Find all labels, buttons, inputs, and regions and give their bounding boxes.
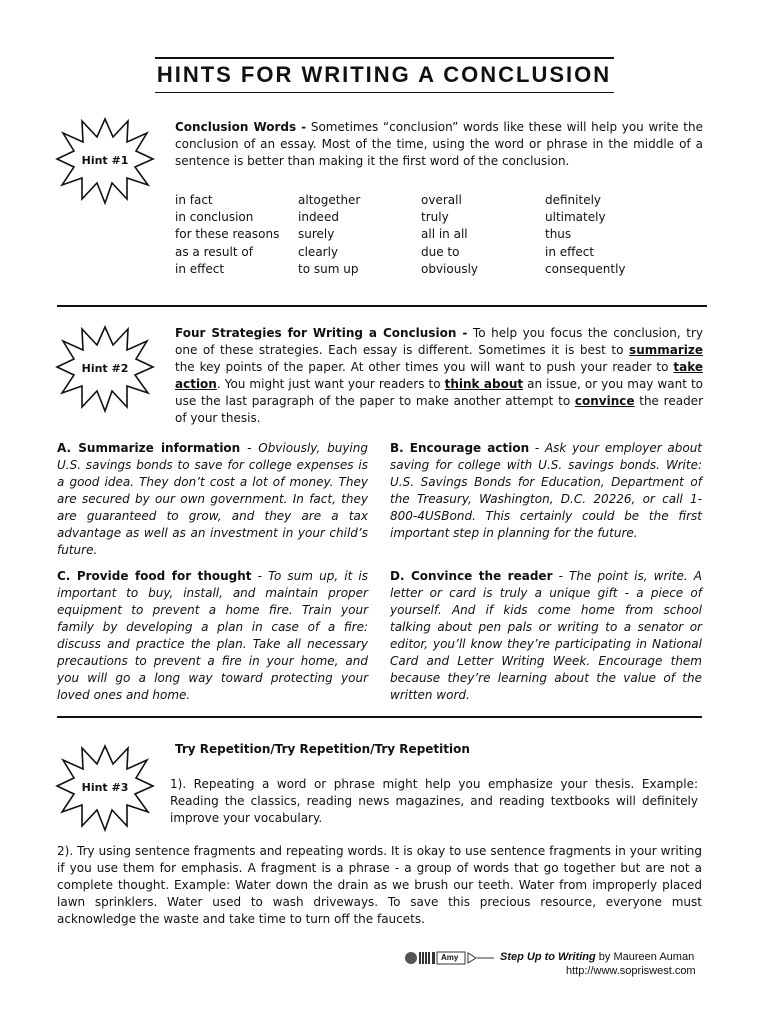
hint-3-label: Hint #3 <box>81 780 129 794</box>
strategy-b-heading: B. Encourage action <box>390 441 530 455</box>
hint-2-intro <box>175 325 703 427</box>
keyword-think-about: think about <box>444 377 524 391</box>
footer-url: http://www.sopriswest.com <box>566 965 696 977</box>
strategy-c-body: - To sum up, it is important to buy, install, and maintain proper equipment to prevent a home fire. Train your family by developing a plan in case of a fire: discuss and practice the plan. Take all necessary precautions to prevent a fire in your home, and you will go a long way toward protecting your loved ones and home. <box>57 569 368 702</box>
hint-3-burst <box>55 742 155 832</box>
text-run: the reader of your thesis. <box>175 394 704 425</box>
list-item: ultimately <box>545 210 606 225</box>
word-column-3 <box>421 192 478 278</box>
hint-2-label: Hint #2 <box>81 361 129 375</box>
footer-credit <box>500 951 694 963</box>
publisher-logo <box>404 951 496 965</box>
hint-2-burst <box>55 323 155 413</box>
list-item: in effect <box>175 261 225 276</box>
list-item: obviously <box>421 261 479 276</box>
hint-3-heading: Try Repetition/Try Repetition/Try Repetition <box>175 742 470 756</box>
word-column-4 <box>545 192 626 278</box>
keyword-take-action: take action <box>175 360 703 391</box>
word-column-2 <box>298 192 360 278</box>
list-item: thus <box>545 227 572 242</box>
strategy-a <box>57 440 368 559</box>
strategy-a-heading: A. Summarize information <box>57 441 241 455</box>
list-item: altogether <box>298 193 361 207</box>
text-run: an issue, or you may want to use the last paragraph of the paper to make another attempt to <box>175 377 703 408</box>
list-item: due to <box>421 244 460 259</box>
list-item: consequently <box>545 261 626 276</box>
title-top-rule <box>155 57 614 59</box>
word-column-1 <box>175 192 279 278</box>
strategy-c-heading: C. Provide food for thought <box>57 569 252 583</box>
text-run: . You might just want your readers to <box>216 377 445 391</box>
strategy-d-body: - The point is, write. A letter or card is truly a unique gift - a piece of yourself. And if kids come home from school talking about pen pals or writing to a senator or editor, you’ll know they’re participating in National Card and Letter Writing Week. Encourage them because they’re learning about the value of the written word. <box>390 569 702 702</box>
strategy-d <box>390 568 702 704</box>
list-item: for these reasons <box>175 227 280 242</box>
book-title: Step Up to Writing <box>500 951 596 963</box>
hint-1-body: Sometimes “conclusion” words like these will help you write the conclusion of an essay. Most of the time, using the word or phrase in the middle of a sentence is better than making it the first word of the conclusion. <box>175 120 704 168</box>
hint-1-burst <box>55 115 155 205</box>
strategy-b <box>390 440 702 542</box>
keyword-convince: convince <box>574 394 635 408</box>
hint-1-heading: Conclusion Words - <box>175 120 307 134</box>
strategy-b-body: - Ask your employer about saving for college with U.S. savings bonds. Write: U.S. Savings Bonds for Education, Department of the Treasury, Washington, D.C. 20226, or call 1-800-4USBond. This certainly could be the first important step in planning for the future. <box>390 441 703 540</box>
list-item: clearly <box>298 244 339 259</box>
list-item: in fact <box>175 193 213 207</box>
strategy-d-heading: D. Convince the reader <box>390 569 553 583</box>
logo-text: Amy <box>441 953 459 962</box>
text-run: To help you focus the conclusion, try one of these strategies. Each essay is different. Sometimes it is best to <box>175 326 703 357</box>
text-run: the key points of the paper. At other times you will want to push your reader to <box>175 360 674 374</box>
section-divider-2 <box>57 716 702 718</box>
hint-3-paragraph-1: 1). Repeating a word or phrase might help you emphasize your thesis. Example: Reading the classics, reading news magazines, and reading textbooks will definitely improve your vocabulary. <box>170 777 698 825</box>
list-item: in effect <box>545 244 595 259</box>
list-item: overall <box>421 193 462 207</box>
hint-2-heading: Four Strategies for Writing a Conclusion - <box>175 326 468 340</box>
list-item: surely <box>298 227 335 242</box>
title-bottom-rule <box>155 92 614 93</box>
hint-1-intro <box>175 119 703 170</box>
list-item: to sum up <box>298 261 359 276</box>
hint-3-paragraph-2: 2). Try using sentence fragments and repeating words. It is okay to use sentence fragments in your writing if you use them for emphasis. A fragment is a phrase - a group of words that go together but are not a complete thought. Example: Water down the drain as we brush our teeth. Water from improperly placed lawn sprinklers. Water used to wash driveways. To save this precious resource, everyone must acknowledge the waste and take time to turn off the faucets. <box>57 844 702 926</box>
list-item: as a result of <box>175 244 253 259</box>
section-divider-1 <box>57 305 707 307</box>
author-credit: by Maureen Auman <box>595 951 695 963</box>
list-item: truly <box>421 210 449 225</box>
hint-1-label: Hint #1 <box>81 153 129 167</box>
list-item: indeed <box>298 210 339 225</box>
list-item: all in all <box>421 227 468 242</box>
list-item: definitely <box>545 193 602 207</box>
page-title: HINTS FOR WRITING A CONCLUSION <box>156 62 612 87</box>
list-item: in conclusion <box>175 210 254 225</box>
strategy-c <box>57 568 368 704</box>
strategy-a-body: - Obviously, buying U.S. savings bonds to save for college expenses is a good idea. They don’t cost a lot of money. They are secured by our own government. In fact, they are guaranteed to grow, and they are a tax advantage as well as an investment in your child’s future. <box>57 441 368 557</box>
keyword-summarize: summarize <box>629 343 703 357</box>
